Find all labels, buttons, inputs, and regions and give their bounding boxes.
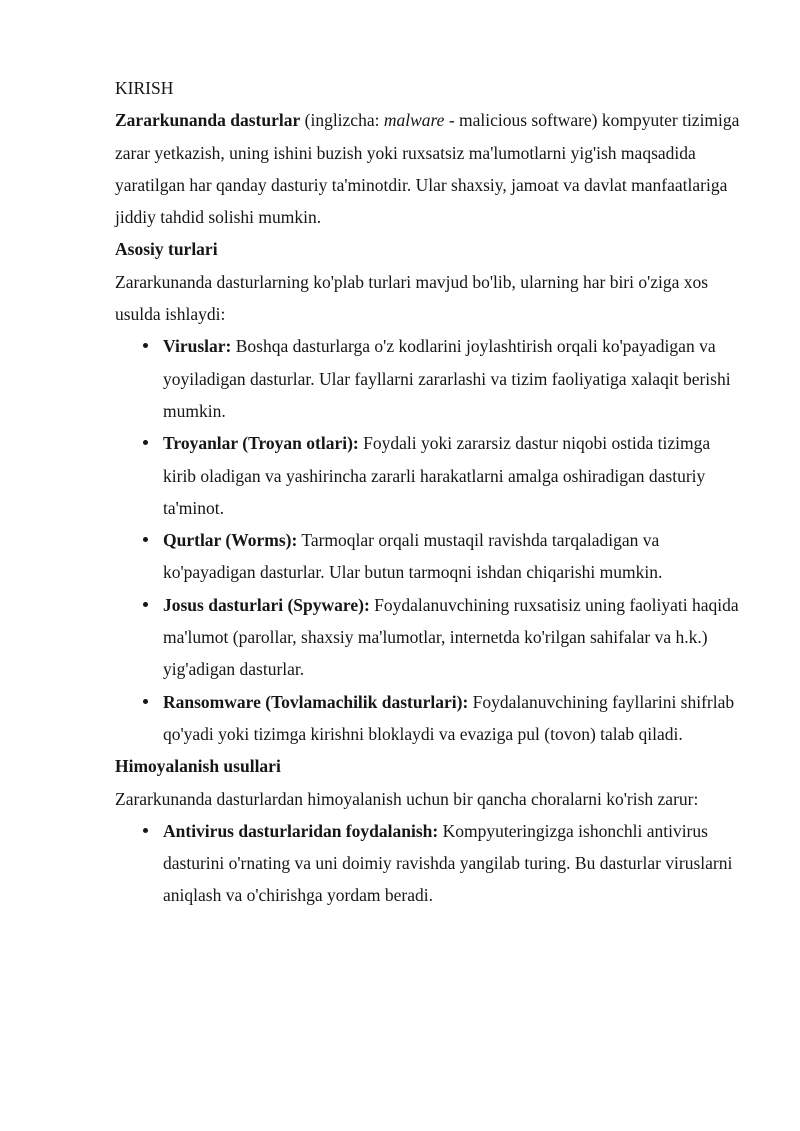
list-term: Qurtlar (Worms): xyxy=(163,530,298,551)
intro-term: Zararkunanda dasturlar xyxy=(115,110,301,131)
bullet-icon xyxy=(143,343,148,348)
bullet-icon xyxy=(143,602,148,607)
protection-methods-list xyxy=(115,815,745,912)
intro-text-before-italic: (inglizcha: xyxy=(300,110,384,131)
section-heading-protection: Himoyalanish usullari xyxy=(115,756,281,777)
list-text: Tarmoqlar orqali mustaqil ravishda tarqaladigan va ko'payadigan dasturlar. Ular butun tarmoqni ishdan chiqarishi mumkin. xyxy=(163,530,663,583)
list-item-antivirus xyxy=(115,815,745,912)
intro-paragraph xyxy=(115,104,745,233)
list-item-troyanlar xyxy=(115,427,745,524)
protection-intro-paragraph: Zararkunanda dasturlardan himoyalanish uchun bir qancha choralarni ko'rish zarur: xyxy=(115,788,699,809)
list-item-josus-dasturlari xyxy=(115,589,745,686)
list-text: Foydalanuvchining ruxsatisiz uning faoliyati haqida ma'lumot (parollar, shaxsiy ma'lumotlar, internetda ko'rilgan sahifalar va h.k.) yig'adigan dasturlar. xyxy=(163,594,739,680)
list-term: Ransomware (Tovlamachilik dasturlari): xyxy=(163,691,469,712)
bullet-icon xyxy=(143,440,148,445)
bullet-icon xyxy=(143,699,148,704)
list-term: Viruslar: xyxy=(163,336,232,357)
bullet-icon xyxy=(143,828,148,833)
main-types-intro-paragraph: Zararkunanda dasturlarning ko'plab turlari mavjud bo'lib, ularning har biri o'ziga xos usulda ishlaydi: xyxy=(115,271,709,325)
section-heading-main-types: Asosiy turlari xyxy=(115,239,218,260)
bullet-icon xyxy=(143,537,148,542)
list-text: Foydali yoki zararsiz dastur niqobi ostida tizimga kirib oladigan va yashirincha zararli harakatlarni amalga oshiradigan dasturiy ta'minot. xyxy=(163,433,711,518)
list-term: Troyanlar (Troyan otlari): xyxy=(163,433,359,454)
list-term: Josus dasturlari (Spyware): xyxy=(163,594,370,615)
list-item-ransomware xyxy=(115,686,745,751)
page-title: KIRISH xyxy=(115,78,174,98)
intro-italic-term: malware xyxy=(383,110,445,131)
list-text: Foydalanuvchining fayllarini shifrlab qo'yadi yoki tizimga kirishni bloklaydi va evaziga pul (tovon) talab qiladi. xyxy=(163,691,735,744)
list-item-qurtlar xyxy=(115,524,745,589)
list-item-viruslar xyxy=(115,330,745,427)
intro-text-rest: - malicious software) kompyuter tizimiga zarar yetkazish, uning ishini buzish yoki ruxsatsiz ma'lumotlarni yig'ish maqsadida yaratilgan har qanday dasturiy ta'minotdir. Ular shaxsiy, jamoat va davlat manfaatlariga jiddiy tahdid solishi mumkin. xyxy=(115,110,740,228)
list-text: Boshqa dasturlarga o'z kodlarini joylashtirish orqali ko'payadigan va yoyiladigan dasturlar. Ular fayllarni zararlashi va tizim faoliyatiga xalaqit berishi mumkin. xyxy=(163,336,731,421)
list-text: Kompyuteringizga ishonchli antivirus dasturini o'rnating va uni doimiy ravishda yangilab turing. Bu dasturlar viruslarni aniqlash va o'chirishga yordam beradi. xyxy=(163,820,733,906)
list-term: Antivirus dasturlaridan foydalanish: xyxy=(163,820,439,841)
malware-types-list xyxy=(115,330,745,750)
